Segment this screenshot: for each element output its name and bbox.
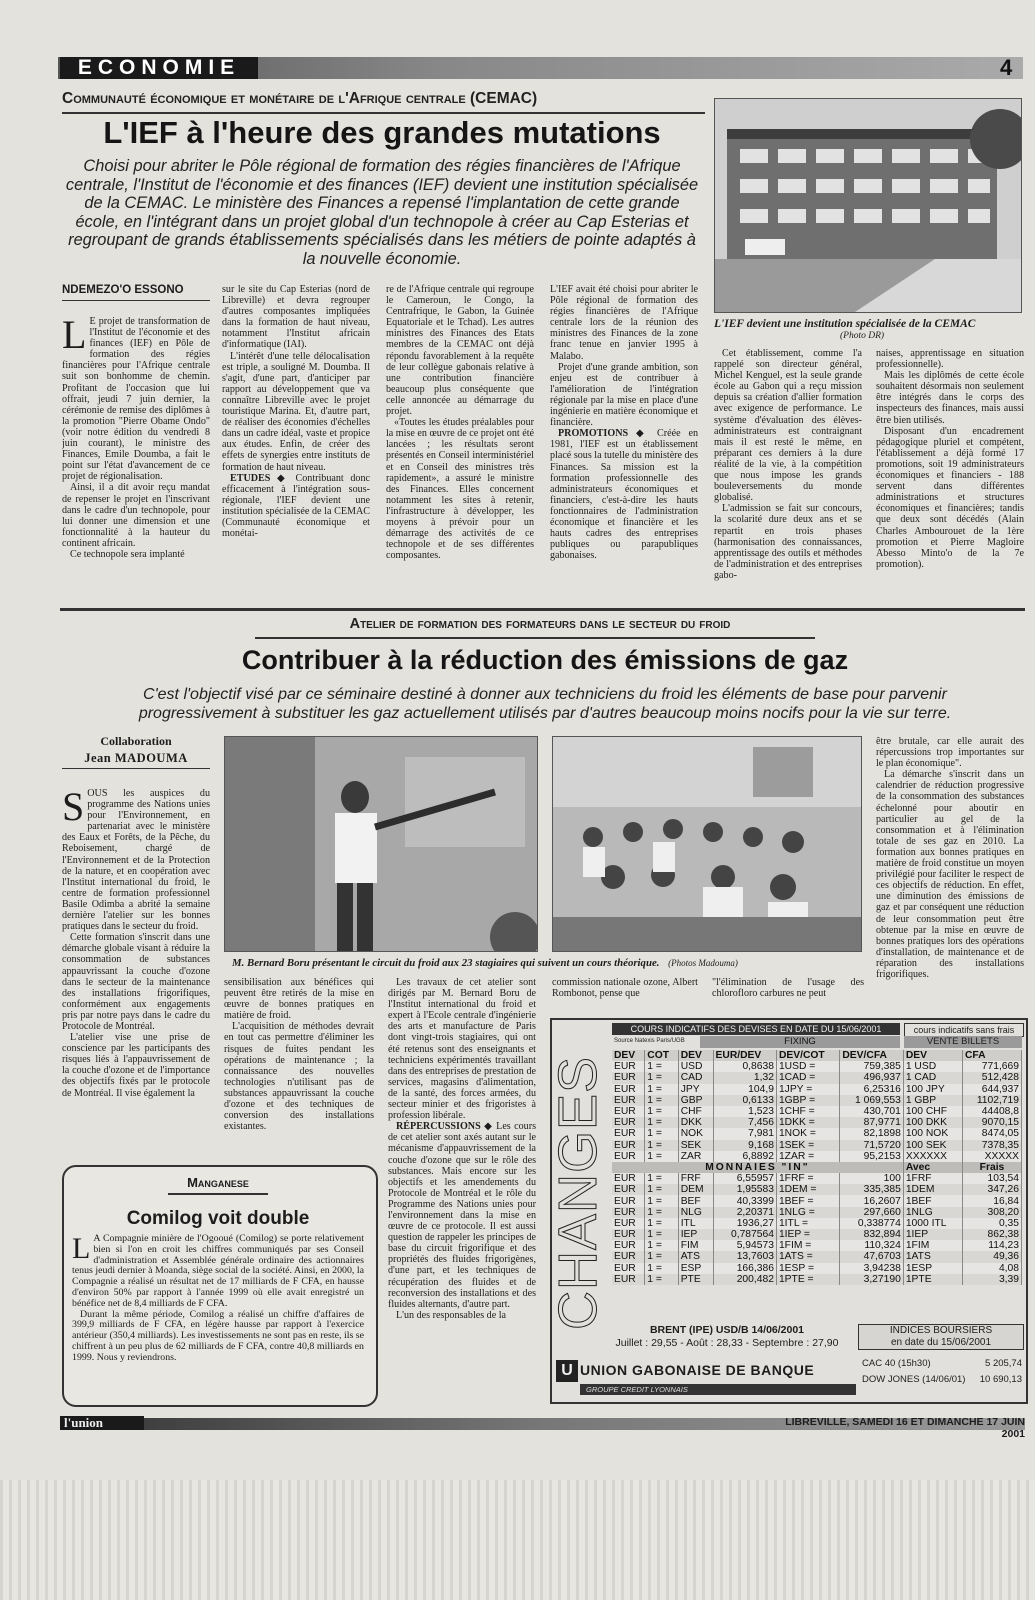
- fx-cell: 1 =: [645, 1240, 678, 1251]
- fx-cell: 1 =: [645, 1072, 678, 1083]
- article1-lead: Choisi pour abriter le Pôle régional de formation des régies financières de l'Afrique centrale, l'Institut de l'économie et des finances (IEF) devient une institution spécialisée de la CEMAC. Le ministère des Finances a repensé l'implantation de cette grande école, en l'intégrant dans un projet global d'un technopole à créer au Cap Esterias et regroupant de grands établissements spécialisés dans les métiers de pointe adaptés à la nouvelle économie.: [65, 157, 699, 268]
- box-kicker: Manganese: [187, 1175, 249, 1190]
- changes-title: CHANGES: [548, 1055, 608, 1330]
- fx-row: [612, 1151, 1022, 1162]
- fx-cell: 82,1898: [840, 1128, 903, 1139]
- fx-column-header: EUR/DEV: [713, 1050, 776, 1061]
- fx-cell: CHF: [678, 1106, 713, 1117]
- fx-cell: 1 =: [645, 1117, 678, 1128]
- fx-row: [612, 1106, 1022, 1117]
- fx-cell: EUR: [612, 1128, 645, 1139]
- fx-cell: 100 CHF: [903, 1106, 962, 1117]
- fx-cell: 166,386: [713, 1263, 776, 1274]
- fx-cell: 200,482: [713, 1274, 776, 1285]
- fx-cell: EUR: [612, 1184, 645, 1195]
- article2-column-3: [388, 977, 536, 1397]
- indices-row: CAC 40 (15h30) 5 205,74: [862, 1358, 1022, 1369]
- fx-row: [612, 1195, 1022, 1206]
- fx-row: [612, 1117, 1022, 1128]
- paragraph: L'intérêt d'une telle délocalisation est triple, a souligné M. Doumba. Il s'agit, d'une part, d'anticiper par rapport au développement que va connaître Libreville avec le projet touristique Marina. Et, d'autre part, de réaliser des économies d'échelles dans un cadre idéal, vaste et propice aux études. Enfin, de créer des effets de synergies entre instituts de formation de haut niveau.: [222, 350, 370, 473]
- fx-cell: CAD: [678, 1072, 713, 1083]
- fx-cell: 100 JPY: [903, 1084, 962, 1095]
- fx-column-header: DEV: [612, 1050, 645, 1061]
- scan-margin: [0, 1480, 1035, 1600]
- fx-in-header-row: [612, 1162, 1022, 1173]
- fx-cell: 1 =: [645, 1229, 678, 1240]
- footer-paper-name: l'union: [60, 1416, 144, 1430]
- ief-photo-caption: L'IEF devient une institution spécialisée de la CEMAC: [714, 318, 976, 330]
- page-number: 4: [1000, 55, 1013, 80]
- fx-cell: 4,08: [962, 1263, 1021, 1274]
- fx-cell: 100: [840, 1173, 903, 1184]
- fx-cell: EUR: [612, 1106, 645, 1117]
- fx-cell: 7,981: [713, 1128, 776, 1139]
- paragraph: Les travaux de cet atelier sont dirigés par M. Bernard Boru de l'Institut international du froid et expert à l'Ecole centrale d'ingénierie des arts et manufacture de Paris dont vingt-trois stagiaires, qui ont été retenus sont des enseignants et techniciens expérimentés travaillant dans des entreprises de prestation de services, magasins d'alimentation, de la santé, des forces armées, du secteur minier et des frigoristes à profession libérale.: [388, 977, 536, 1122]
- dropcap: S: [62, 788, 85, 829]
- fx-cell: DKK: [678, 1117, 713, 1128]
- fx-cell: EUR: [612, 1061, 645, 1072]
- fx-row: [612, 1184, 1022, 1195]
- fx-cell: 8474,05: [962, 1128, 1021, 1139]
- fx-cell: 0,8638: [713, 1061, 776, 1072]
- fx-cell: 1 USD: [903, 1061, 962, 1072]
- article1-column-3: [386, 284, 534, 598]
- article1-column-6: [876, 348, 1024, 598]
- classroom-image-icon: [553, 737, 861, 951]
- ief-photo-credit: (Photo DR): [840, 331, 885, 341]
- fx-cell: 5,94573: [713, 1240, 776, 1251]
- fx-cell: EUR: [612, 1140, 645, 1151]
- fx-cell: 49,36: [962, 1251, 1021, 1262]
- byline-rule: [62, 768, 210, 769]
- bank-group: GROUPE CREDIT LYONNAIS: [580, 1384, 856, 1395]
- instructor-photo: [224, 736, 538, 952]
- article1-column-4: [550, 284, 698, 598]
- paragraph: Cette formation s'inscrit dans une démarche globale visant à réduire la consommation de substances appauvrissant la couche d'ozone dans le secteur de la maintenance des installations frigorifiques, conformément aux engagements pris par notre pays dans le cadre du Protocole de Montréal.: [62, 932, 210, 1032]
- fx-cell: DEM: [678, 1184, 713, 1195]
- article1-column-5: [714, 348, 862, 598]
- fx-cell: 1FIM: [903, 1240, 962, 1251]
- fx-cell: EUR: [612, 1095, 645, 1106]
- caption-text: M. Bernard Boru présentant le circuit du froid aux 23 stagiaires qui suivent un cours théorique.: [232, 957, 660, 969]
- fx-cell: 95,2153: [840, 1151, 903, 1162]
- fx-cell: 1NLG =: [776, 1207, 839, 1218]
- fx-cell: 1ATS: [903, 1251, 962, 1262]
- section-label: ECONOMIE: [60, 57, 258, 79]
- ief-building-photo: [714, 98, 1022, 313]
- fx-cell: 1 =: [645, 1095, 678, 1106]
- fx-cell: 1 =: [645, 1184, 678, 1195]
- fx-cell: 1000 ITL: [903, 1218, 962, 1229]
- fx-row: [612, 1061, 1022, 1072]
- fx-cell: EUR: [612, 1195, 645, 1206]
- fx-cell: 16,2607: [840, 1195, 903, 1206]
- fx-cell: 100 DKK: [903, 1117, 962, 1128]
- fx-cell: 114,23: [962, 1240, 1021, 1251]
- indices-list: [862, 1356, 1022, 1388]
- fx-cell: 0,787564: [713, 1229, 776, 1240]
- fx-cell: 110,324: [840, 1240, 903, 1251]
- fx-cell: NOK: [678, 1128, 713, 1139]
- article1-byline: NDEMEZO'O ESSONO: [62, 284, 184, 296]
- kicker-rule: [255, 637, 815, 639]
- fx-cell: 644,937: [962, 1084, 1021, 1095]
- fx-column-header: DEV/COT: [776, 1050, 839, 1061]
- brent-title: BRENT (IPE) USD/B 14/06/2001: [649, 1324, 805, 1336]
- fx-cell: 308,20: [962, 1207, 1021, 1218]
- fx-cell: 1 =: [645, 1140, 678, 1151]
- paragraph: "l'élimination de l'usage des chlorofloro carbures ne peut: [712, 977, 864, 1000]
- fx-table: [612, 1050, 1022, 1285]
- fx-cell: 16,84: [962, 1195, 1021, 1206]
- fx-cell: 44408,8: [962, 1106, 1021, 1117]
- fx-row: [612, 1274, 1022, 1285]
- fx-cell: EUR: [612, 1173, 645, 1184]
- fx-main-header: COURS INDICATIFS DES DEVISES EN DATE DU 15/06/2001: [612, 1023, 900, 1035]
- subhead: RÉPERCUSSIONS ◆: [396, 1121, 493, 1133]
- fx-cell: EUR: [612, 1151, 645, 1162]
- paragraph: commission nationale ozone, Albert Rombonot, pense que: [552, 977, 698, 1000]
- fx-row: [612, 1207, 1022, 1218]
- kicker-rule: [62, 112, 705, 114]
- fx-cell: 1 =: [645, 1218, 678, 1229]
- fx-vente-label: VENTE BILLETS: [904, 1036, 1022, 1048]
- fx-cell: 0,35: [962, 1218, 1021, 1229]
- fx-source: Source Natexis Paris/UGB: [614, 1038, 685, 1044]
- fx-cell: 1GBP =: [776, 1095, 839, 1106]
- paragraph: OUS les auspices du programme des Nations unies pour l'Environnement, en partenariat avec le ministère des Eaux et Forêts, de la Pêche, du Reboisement, chargé de l'Environnement et de la Protection de la nature, et en coopération avec l'Institut international du froid, le centre de formation professionnel Basile Odimba a abrité la semaine dernière l'atelier sur les bonnes pratiques dans le secteur du froid.: [62, 788, 210, 933]
- box-kicker-rule: [168, 1193, 268, 1195]
- subhead: PROMOTIONS ◆: [558, 428, 650, 440]
- dropcap: L: [62, 316, 87, 357]
- paragraph: Ainsi, il a dit avoir reçu mandat de repenser le projet en l'inscrivant dans le cadre d'un technopole, pour lui donner une dimension et une fonctionnalité à la hauteur du continent africain.: [62, 482, 210, 549]
- fx-cell: FRF: [678, 1173, 713, 1184]
- fx-cell: 1,32: [713, 1072, 776, 1083]
- fx-cell: 6,25316: [840, 1084, 903, 1095]
- fx-row: [612, 1128, 1022, 1139]
- byline-rule: [62, 300, 210, 301]
- fx-cell: ZAR: [678, 1151, 713, 1162]
- fx-cell: 104,9: [713, 1084, 776, 1095]
- fx-cell: 496,937: [840, 1072, 903, 1083]
- fx-cell: 1ESP =: [776, 1263, 839, 1274]
- fx-cell: 7,456: [713, 1117, 776, 1128]
- fx-cell: NLG: [678, 1207, 713, 1218]
- indices-title: INDICES BOURSIERS: [889, 1325, 993, 1336]
- fx-cell: 1 =: [645, 1263, 678, 1274]
- paragraph: L'atelier vise une prise de conscience par les participants des risques liés à l'appauvrissement de la couche d'ozone et de l'importance des objectifs fixés par le protocole de Montréal. Il vise également la: [62, 1032, 210, 1099]
- fx-cell: 862,38: [962, 1229, 1021, 1240]
- fx-cell: 771,669: [962, 1061, 1021, 1072]
- fx-cell: 3,27190: [840, 1274, 903, 1285]
- fx-cell: 832,894: [840, 1229, 903, 1240]
- paragraph: Les cours de cet atelier sont axés autant sur le mécanisme d'appauvrissement de la couche d'ozone que sur le rôle des substances. Mais encore sur les objectifs et les amendements du Protocole de Montréal et le rôle du Programme des Nations unies pour l'environnement dans la mise en œuvre de ce protocole. Il est aussi question de rappeler les principes de base du circuit frigorifique et des propriétés des fluides frigorigènes, d'une part, et les techniques de récupération des fluides et de reconversion des installations et des fluides alternants, d'autre part.: [388, 1121, 536, 1310]
- fx-cell: 1NOK =: [776, 1128, 839, 1139]
- fx-cell: 9,168: [713, 1140, 776, 1151]
- fx-cell: 1PTE =: [776, 1274, 839, 1285]
- fx-cell: 1936,27: [713, 1218, 776, 1229]
- paragraph: Cet établissement, comme l'a rappelé son directeur général, Michel Kenguel, est la seule grande école au Gabon qui a reçu mission depuis sa création d'allier formation avec exigence de performance. Le système d'évaluation des élèves-administrateurs est contraignant mais il est resté le même, en préparant ces derniers à la dure réalité de la vie, à la compétition que nous impose les grands bouleversements du monde globalisé.: [714, 348, 862, 504]
- fx-cell: EUR: [612, 1207, 645, 1218]
- fx-column-header: DEV: [678, 1050, 713, 1061]
- fx-column-header: CFA: [962, 1050, 1021, 1061]
- fx-cell: 9070,15: [962, 1117, 1021, 1128]
- fx-cell: 6,55957: [713, 1173, 776, 1184]
- paragraph: La démarche s'inscrit dans un calendrier de réduction progressive de la consommation des substances échelonné pour aboutir en particulier au gel de la consommation et à l'élimination totale de ses gaz en 2010. La formation aux bonnes pratiques en matière de froid constitue un moyen privilégié pour faciliter le respect de ces objectifs de réduction. En effet, une diminution des émissions de gaz et par conséquent une réduction de leur consommation peut être obtenue par la mise en œuvre de bonnes pratiques lors des opérations d'installation, de maintenance et de réparation des installations frigorifiques.: [876, 769, 1024, 980]
- fx-cell: PTE: [678, 1274, 713, 1285]
- fx-cell: 1 =: [645, 1151, 678, 1162]
- fx-cell: 335,385: [840, 1184, 903, 1195]
- fx-cell: 1ITL =: [776, 1218, 839, 1229]
- fx-cell: USD: [678, 1061, 713, 1072]
- paragraph: Créée en 1981, l'IEF est un établissement placé sous la tutelle du ministère des Finances. Sa mission est la formation professionnelle des administrateurs économiques et financiers, c'est-à-dire les hauts fonctionnaires de l'administration économique et financière et les hauts cadres des entreprises publiques ou parapubliques gabonaises.: [550, 428, 698, 562]
- fx-cell: 3,94238: [840, 1263, 903, 1274]
- fx-cell: 40,3399: [713, 1195, 776, 1206]
- fx-cell: 100 NOK: [903, 1128, 962, 1139]
- fx-cell: 1FRF: [903, 1173, 962, 1184]
- frais-label: Frais: [962, 1162, 1021, 1173]
- box-headline: Comilog voit double: [126, 1208, 310, 1229]
- fx-side-header: cours indicatifs sans frais: [904, 1023, 1024, 1037]
- fx-cell: SEK: [678, 1140, 713, 1151]
- paragraph: «Toutes les études préalables pour la mise en œuvre de ce projet ont été lancées ; les résultats seront présentés en Conseil interministériel et en Conseil des ministres très rapidement», a assuré le ministre des Finances. Elles concernent notamment les sites à retenir, l'infrastructure à développer, les moyens à prévoir pour un démarrage des activités de ce technopole et de ses différentes composantes.: [386, 417, 534, 562]
- fx-cell: JPY: [678, 1084, 713, 1095]
- paragraph: A Compagnie minière de l'Ogooué (Comilog) se porte relativement bien si l'on en croit les chiffres communiqués par ses Conseil d'administration et Assemblée générale ordinaire des actionnaires tenus jeudi dernier à Moanda, siège social de la société. Ainsi, en 2000, la Compagnie a réalisé un résultat net de 17 milliards de F CFA, en hausse d'environ 50% par rapport à l'année 1999 où elle avait enregistré un bénéfice net de 8,4 milliards de F CFA.: [72, 1234, 364, 1309]
- article2-column-2: [224, 977, 374, 1157]
- article1-kicker: Communauté économique et monétaire de l'Afrique centrale (CEMAC): [62, 90, 538, 107]
- fx-cell: XXXXXX: [903, 1151, 962, 1162]
- fx-cell: 1 =: [645, 1207, 678, 1218]
- fx-cell: 6,8892: [713, 1151, 776, 1162]
- fx-column-header: DEV: [903, 1050, 962, 1061]
- fx-cell: 1 =: [645, 1128, 678, 1139]
- fx-cell: 297,660: [840, 1207, 903, 1218]
- fx-row: [612, 1173, 1022, 1184]
- fx-cell: 1USD =: [776, 1061, 839, 1072]
- fx-cell: EUR: [612, 1117, 645, 1128]
- fx-cell: 100 SEK: [903, 1140, 962, 1151]
- fx-cell: 3,39: [962, 1274, 1021, 1285]
- fx-row: [612, 1229, 1022, 1240]
- box-body: [72, 1234, 364, 1396]
- indices-row: DOW JONES (14/06/01) 10 690,13: [862, 1374, 1022, 1385]
- brent-values: Juillet : 29,55 - Août : 28,33 - Septembre : 27,90: [615, 1337, 839, 1349]
- fx-cell: 1102,719: [962, 1095, 1021, 1106]
- paragraph: E projet de transformation de l'Institut de l'économie et des finances (IEF) en Pôle de formation des régies financières pour l'Afrique centrale suit son bonhomme de chemin. Profitant de l'occasion que lui offrait, jeudi 7 juin dernier, la cérémonie de remise des diplômes à la promotion "Pierre Obame Ondo" (voir notre édition du vendredi 8 juin courant), le ministre des Finances, Emile Doumba, a fait le point sur l'état d'avancement de ce projet de régionalisation.: [62, 316, 210, 483]
- indices-date: en date du 15/06/2001: [890, 1337, 992, 1348]
- footer-dateline: LIBREVILLE, SAMEDI 16 ET DIMANCHE 17 JUIN 2001: [785, 1416, 1025, 1440]
- fx-fixing-label: FIXING: [700, 1036, 900, 1048]
- fx-cell: 1 =: [645, 1061, 678, 1072]
- fx-cell: EUR: [612, 1240, 645, 1251]
- fx-cell: 47,6703: [840, 1251, 903, 1262]
- fx-cell: 71,5720: [840, 1140, 903, 1151]
- article2-column-1: [62, 788, 210, 1132]
- article2-column-6: [876, 736, 1024, 1008]
- fx-cell: ITL: [678, 1218, 713, 1229]
- fx-cell: EUR: [612, 1084, 645, 1095]
- fx-cell: 7378,35: [962, 1140, 1021, 1151]
- fx-cell: 0,6133: [713, 1095, 776, 1106]
- article2-headline: Contribuer à la réduction des émissions de gaz: [241, 645, 849, 675]
- paragraph: L'admission se fait sur concours, la scolarité dure deux ans et se repartit en trois phases (harmonisation des connaissances, apprentissage des outils et méthodes de l'administration et des entreprises gabo-: [714, 503, 862, 581]
- paragraph: L'un des responsables de la: [396, 1309, 507, 1321]
- article2-column-5: [712, 977, 864, 1001]
- fx-cell: 2,20371: [713, 1207, 776, 1218]
- paragraph: re de l'Afrique centrale qui regroupe le Cameroun, le Congo, la Centrafrique, le Gabon, la Guinée Equatoriale et le Tchad). Les autres ministres des Finances des Etats membres de la CEMAC ont déjà répondu favorablement à la requête de leur collègue gabonais relative à une contribution financière beaucoup plus conséquente que celle annoncée au démarrage du projet.: [386, 284, 534, 418]
- fx-cell: EUR: [612, 1251, 645, 1262]
- classroom-photo: [552, 736, 862, 952]
- fx-cell: 1DKK =: [776, 1117, 839, 1128]
- article2-byline: Jean MADOUMA: [84, 751, 188, 765]
- fx-cell: 1NLG: [903, 1207, 962, 1218]
- article2-kicker: Atelier de formation des formateurs dans le secteur du froid: [349, 616, 731, 632]
- fx-cell: 347,26: [962, 1184, 1021, 1195]
- fx-cell: 1DEM =: [776, 1184, 839, 1195]
- paragraph: sensibilisation aux bénéfices qui peuvent être retirés de la mise en œuvre de bonnes pratiques en matière de froid.: [224, 977, 374, 1022]
- building-icon: [715, 99, 1021, 312]
- fx-cell: 1 GBP: [903, 1095, 962, 1106]
- paragraph: Mais les diplômés de cette école souhaitent désormais non seulement être intégrés dans le corps des inspecteurs des finances, mais aussi être bien utilisés.: [876, 370, 1024, 426]
- article1-column-2: [222, 284, 370, 598]
- fx-cell: 1 =: [645, 1251, 678, 1262]
- article2-lead: C'est l'objectif visé par ce séminaire destiné à donner aux techniciens du froid les éléments de base pour parvenir progressivement à substituer les gaz actuellement utilisés par d'autres beaucoup moins nocifs pour la vie sur terre.: [138, 686, 952, 722]
- article2-byline-label: Collaboration: [100, 734, 172, 748]
- fx-cell: FIM: [678, 1240, 713, 1251]
- paragraph: L'IEF avait été choisi pour abriter le Pôle régional de formation des régies financières de l'Afrique centrale lors de la réunion des ministres des Finances de la zone franc tenue en janvier 1995 à Malabo.: [550, 284, 698, 362]
- fx-cell: 1FIM =: [776, 1240, 839, 1251]
- paragraph: naises, apprentissage en situation professionnelle).: [876, 348, 1024, 371]
- fx-cell: 1CHF =: [776, 1106, 839, 1117]
- fx-cell: 1SEK =: [776, 1140, 839, 1151]
- dropcap: L: [72, 1234, 91, 1265]
- fx-header-row: [612, 1050, 1022, 1061]
- avec-label: Avec: [903, 1162, 962, 1173]
- fx-row: [612, 1263, 1022, 1274]
- fx-cell: BEF: [678, 1195, 713, 1206]
- fx-cell: 1 =: [645, 1173, 678, 1184]
- fx-row: [612, 1072, 1022, 1083]
- fx-column-header: DEV/CFA: [840, 1050, 903, 1061]
- fx-cell: EUR: [612, 1229, 645, 1240]
- fx-row: [612, 1095, 1022, 1106]
- fx-row: [612, 1084, 1022, 1095]
- fx-cell: 1PTE: [903, 1274, 962, 1285]
- instructor-image-icon: [225, 737, 537, 951]
- paragraph: Projet d'une grande ambition, son enjeu est de contribuer à l'amélioration de l'intégration régionale par la mise en place d'une ingénierie en matière économique et financière.: [550, 361, 698, 429]
- fx-cell: 1DEM: [903, 1184, 962, 1195]
- article1-column-1: [62, 316, 210, 598]
- paragraph: Disposant d'un encadrement pédagogique pluriel et compétent, l'établissement a déjà formé 17 promotions, soit 19 administrateurs économiques et financiers - 188 servent dans différentes administrations et structures économiques et financières; tandis que deux sont décédés (Alain Charles Ambourouet de la 1ère promotion et Pierre Magloire Abesso Minto'o de la 7e promotion).: [876, 425, 1024, 570]
- fx-cell: 512,428: [962, 1072, 1021, 1083]
- fx-cell: 1IEP =: [776, 1229, 839, 1240]
- fx-cell: ATS: [678, 1251, 713, 1262]
- bank-name: UNION GABONAISE DE BANQUE: [580, 1362, 815, 1378]
- fx-cell: IEP: [678, 1229, 713, 1240]
- fx-cell: 1ESP: [903, 1263, 962, 1274]
- fx-cell: 430,701: [840, 1106, 903, 1117]
- fx-cell: GBP: [678, 1095, 713, 1106]
- fx-cell: ESP: [678, 1263, 713, 1274]
- fx-cell: 1 =: [645, 1195, 678, 1206]
- fx-cell: EUR: [612, 1218, 645, 1229]
- fx-cell: 1CAD =: [776, 1072, 839, 1083]
- paragraph: sur le site du Cap Esterias (nord de Libreville) et devra regrouper d'autres composantes impliquées dans la formation de haut niveau, notamment l'Institut africain d'informatique (IAI).: [222, 284, 370, 351]
- fx-cell: 1 =: [645, 1274, 678, 1285]
- photo-credit: (Photos Madouma): [668, 958, 738, 968]
- fx-cell: 103,54: [962, 1173, 1021, 1184]
- fx-cell: 1,523: [713, 1106, 776, 1117]
- article-separator: [60, 608, 1025, 611]
- indices-box: [858, 1324, 1024, 1350]
- article2-photo-caption: [232, 957, 862, 969]
- monnaies-in-label: MONNAIES "IN": [612, 1162, 903, 1173]
- fx-cell: 1BEF: [903, 1195, 962, 1206]
- fx-cell: 1 =: [645, 1084, 678, 1095]
- fx-cell: 1 =: [645, 1106, 678, 1117]
- fx-cell: 1 069,553: [840, 1095, 903, 1106]
- fx-cell: 1JPY =: [776, 1084, 839, 1095]
- fx-cell: EUR: [612, 1274, 645, 1285]
- paragraph: Ce technopole sera implanté: [70, 548, 185, 560]
- fx-cell: XXXXX: [962, 1151, 1021, 1162]
- fx-cell: 1,95583: [713, 1184, 776, 1195]
- subhead: ETUDES ◆: [230, 472, 289, 484]
- fx-cell: 0,338774: [840, 1218, 903, 1229]
- fx-cell: 1IEP: [903, 1229, 962, 1240]
- fx-row: [612, 1140, 1022, 1151]
- paragraph: être brutale, car elle aurait des répercussions trop importantes sur le plan économique".: [876, 736, 1024, 770]
- article2-column-4: [552, 977, 698, 1001]
- paragraph: Durant la même période, Comilog a réalisé un chiffre d'affaires de 399,9 milliards de F CFA, en légère hausse par rapport à l'exercice antérieur (350,4 milliards). Les investissements ne sont pas en reste, ils se chiffrent à un peu plus de 62 milliards de F CFA, contre 40,8 milliards en 1999. Nous y reviendrons.: [72, 1308, 364, 1363]
- paragraph: L'acquisition de méthodes devrait en tout cas permettre d'éliminer les risques de fuites pendant les opérations de maintenance ; la connaissance des nouvelles technologies n'utilisant pas de substances appauvrissant la couche d'ozone et des techniques de conversion des installations existantes.: [224, 1021, 374, 1133]
- fx-row: [612, 1251, 1022, 1262]
- fx-cell: EUR: [612, 1072, 645, 1083]
- fx-cell: 1 CAD: [903, 1072, 962, 1083]
- fx-cell: 1ATS =: [776, 1251, 839, 1262]
- bank-logo: U: [556, 1360, 578, 1382]
- fx-row: [612, 1218, 1022, 1229]
- paragraph: Contribuant donc efficacement à l'intégration sous-régionale, l'IEF devient une institution spécialisée de la CEMAC (Communauté économique et monétai-: [222, 472, 370, 540]
- article1-headline: L'IEF à l'heure des grandes mutations: [103, 115, 661, 150]
- fx-cell: 1BEF =: [776, 1195, 839, 1206]
- fx-cell: 13,7603: [713, 1251, 776, 1262]
- fx-cell: EUR: [612, 1263, 645, 1274]
- fx-cell: 1FRF =: [776, 1173, 839, 1184]
- fx-cell: 759,385: [840, 1061, 903, 1072]
- fx-cell: 87,9771: [840, 1117, 903, 1128]
- fx-cell: 1ZAR =: [776, 1151, 839, 1162]
- fx-row: [612, 1240, 1022, 1251]
- fx-column-header: COT: [645, 1050, 678, 1061]
